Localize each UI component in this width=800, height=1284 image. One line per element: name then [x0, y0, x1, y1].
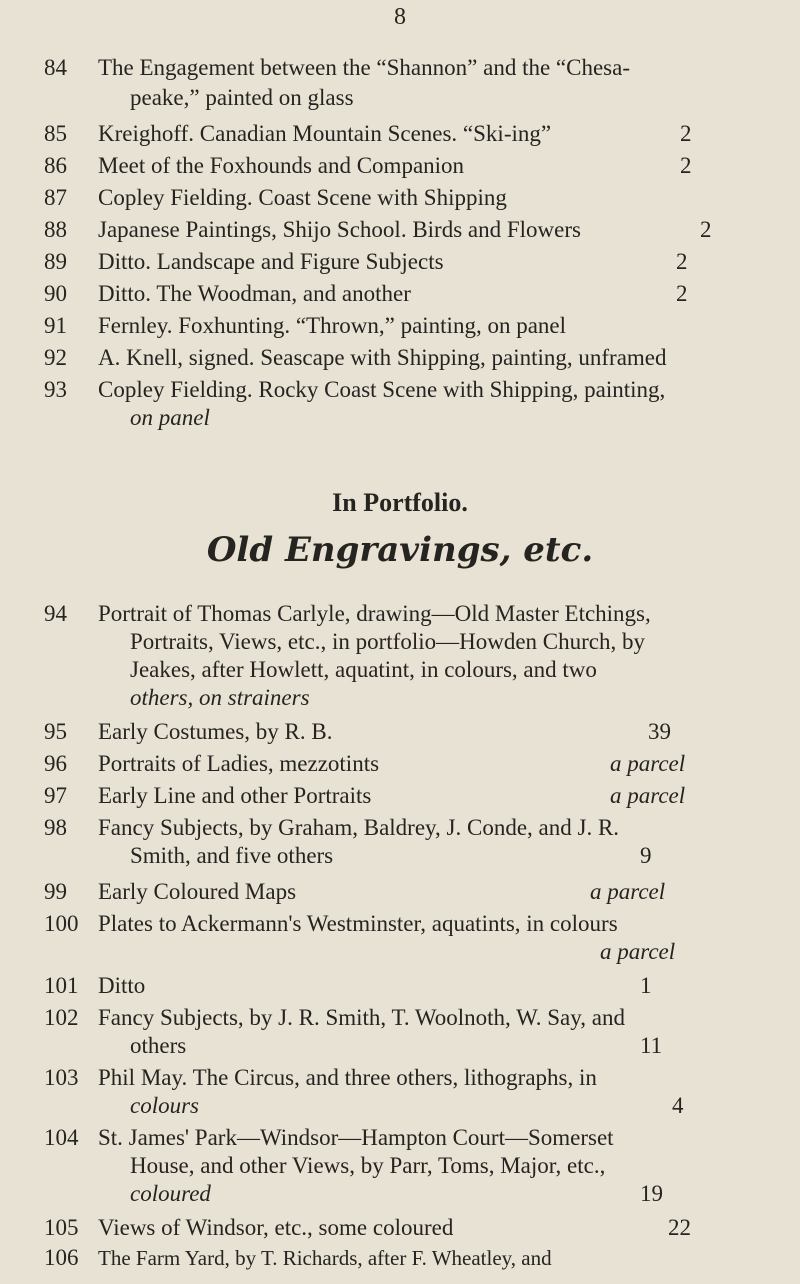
section-subtitle: Old Engravings, etc.	[206, 530, 594, 570]
lot-number: 97	[44, 783, 67, 808]
lot-description-line: Portraits of Ladies, mezzotints	[98, 751, 380, 776]
lot-number: 95	[44, 719, 67, 744]
lot-description-line: Ditto. The Woodman, and another	[98, 281, 411, 306]
lot-description-line: Fancy Subjects, by Graham, Baldrey, J. Conde, and J. R.	[98, 815, 620, 840]
lot-description-line: others, on strainers	[130, 685, 310, 710]
lot-number: 100	[44, 911, 79, 936]
lot-quantity: 2	[680, 153, 692, 178]
lot-description-line: peake,” painted on glass	[130, 85, 354, 110]
lot-description-line: Phil May. The Circus, and three others, lithographs, in	[98, 1065, 597, 1090]
lot-quantity: 4	[672, 1093, 684, 1118]
lot-quantity: 1	[640, 973, 652, 998]
lot-quantity: 19	[640, 1181, 663, 1206]
lot-description-line: Portraits, Views, etc., in portfolio—Howden Church, by	[130, 629, 645, 654]
lot-description-line: A. Knell, signed. Seascape with Shipping, painting, unframed	[98, 345, 667, 370]
lot-description-line: The Engagement between the “Shannon” and the “Chesa-	[98, 55, 630, 80]
lot-description-line: St. James' Park—Windsor—Hampton Court—Somerset	[98, 1125, 614, 1150]
lot-number: 92	[44, 345, 67, 370]
lot-number: 90	[44, 281, 67, 306]
lot-number: 87	[44, 185, 67, 210]
lot-description-line: Kreighoff. Canadian Mountain Scenes. “Ski-ing”	[98, 121, 552, 146]
lot-quantity: 39	[648, 719, 671, 744]
lot-quantity: 22	[668, 1215, 691, 1240]
lot-number: 102	[44, 1005, 79, 1030]
lot-description-line: Jeakes, after Howlett, aquatint, in colours, and two	[130, 657, 597, 682]
lot-description-line: Smith, and five others	[130, 843, 334, 868]
lot-description-line: Copley Fielding. Coast Scene with Shipping	[98, 185, 507, 210]
lot-quantity: 11	[640, 1033, 663, 1058]
lot-number: 89	[44, 249, 67, 274]
lot-quantity: 2	[700, 217, 712, 242]
lot-number: 104	[44, 1125, 79, 1150]
lot-quantity: 9	[640, 843, 652, 868]
lot-quantity: 2	[676, 249, 688, 274]
lot-number: 93	[44, 377, 67, 402]
lot-description-line: Early Line and other Portraits	[98, 783, 372, 808]
lot-description-line: Japanese Paintings, Shijo School. Birds and Flowers	[98, 217, 581, 242]
lot-description-line: colours	[130, 1093, 199, 1118]
lot-number: 84	[44, 55, 67, 80]
lot-description-line: coloured	[130, 1181, 211, 1206]
lot-description-line: Copley Fielding. Rocky Coast Scene with Shipping, painting,	[98, 377, 666, 402]
lot-description-line: House, and other Views, by Parr, Toms, Major, etc.,	[130, 1153, 606, 1178]
lot-number: 96	[44, 751, 67, 776]
lot-number: 105	[44, 1215, 79, 1240]
lot-quantity: a parcel	[610, 783, 686, 808]
lot-quantity: 2	[676, 281, 688, 306]
lot-number: 99	[44, 879, 67, 904]
lot-description-line: Views of Windsor, etc., some coloured	[98, 1215, 454, 1240]
lot-description-line: Portrait of Thomas Carlyle, drawing—Old Master Etchings,	[98, 601, 651, 626]
lot-description-line: Ditto	[98, 973, 146, 998]
lot-number: 88	[44, 217, 67, 242]
lot-quantity: a parcel	[590, 879, 666, 904]
lot-description-line: Meet of the Foxhounds and Companion	[98, 153, 465, 178]
lot-number: 103	[44, 1065, 79, 1090]
lot-description-line: others	[130, 1033, 187, 1058]
lot-number: 106	[44, 1245, 79, 1270]
lot-description-line: Early Coloured Maps	[98, 879, 297, 904]
lot-description-line: on panel	[130, 405, 210, 430]
lot-description-line: The Farm Yard, by T. Richards, after F. Wheatley, and	[98, 1246, 552, 1270]
lot-quantity: a parcel	[600, 939, 676, 964]
lot-number: 86	[44, 153, 67, 178]
page-number: 8	[394, 4, 406, 30]
lot-description-line: Fancy Subjects, by J. R. Smith, T. Woolnoth, W. Say, and	[98, 1005, 625, 1030]
lot-number: 101	[44, 973, 79, 998]
lot-number: 91	[44, 313, 67, 338]
lot-description-line: Plates to Ackermann's Westminster, aquatints, in colours	[98, 911, 618, 936]
lot-quantity: a parcel	[610, 751, 686, 776]
lot-number: 98	[44, 815, 67, 840]
lot-description-line: Early Costumes, by R. B.	[98, 719, 333, 744]
lot-description-line: Ditto. Landscape and Figure Subjects	[98, 249, 444, 274]
lot-number: 94	[44, 601, 67, 626]
lot-quantity: 2	[680, 121, 692, 146]
lot-number: 85	[44, 121, 67, 146]
section-title: In Portfolio.	[332, 488, 468, 517]
lot-description-line: Fernley. Foxhunting. “Thrown,” painting, on panel	[98, 313, 567, 338]
